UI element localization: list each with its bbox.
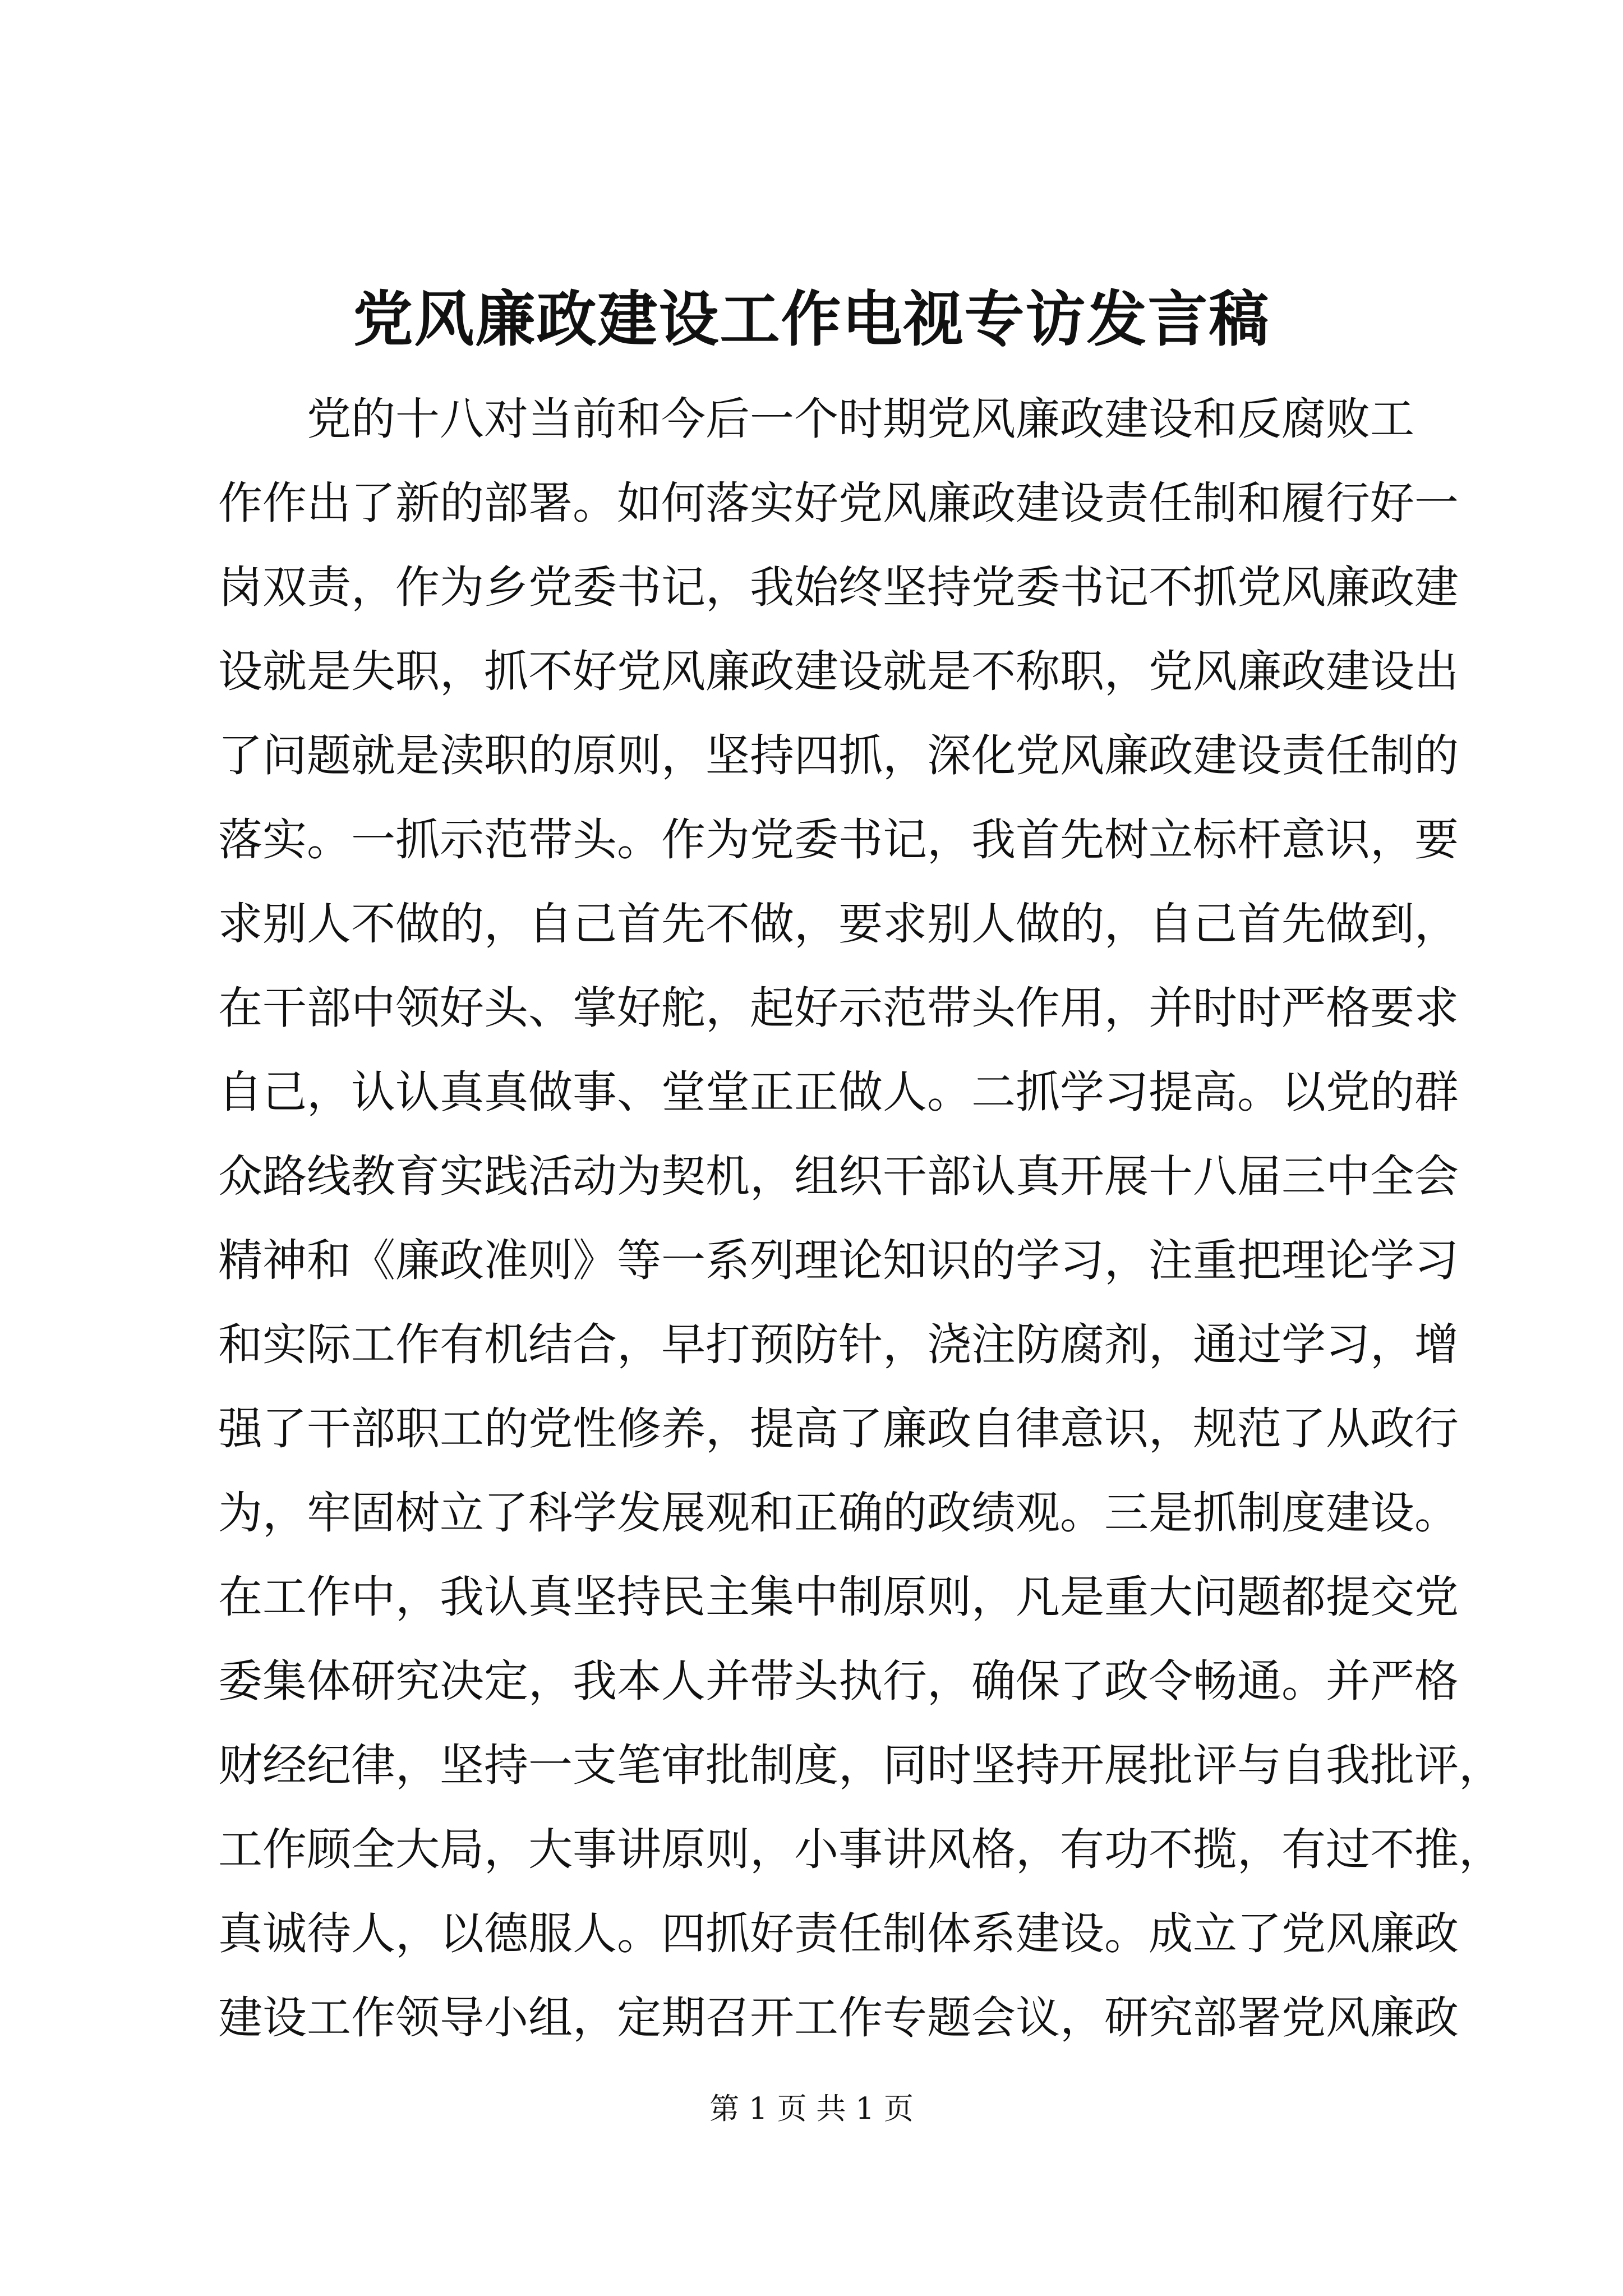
- body-line: 在干部中领好头、掌好舵，起好示范带头作用，并时时严格要求: [218, 982, 1459, 1034]
- body-line: 在工作中，我认真坚持民主集中制原则，凡是重大问题都提交党: [218, 1571, 1459, 1623]
- body-line: 众路线教育实践活动为契机，组织干部认真开展十八届三中全会: [218, 1151, 1459, 1202]
- body-line: 委集体研究决定，我本人并带头执行，确保了政令畅通。并严格: [218, 1655, 1459, 1707]
- body-line: 了问题就是渎职的原则，坚持四抓，深化党风廉政建设责任制的: [218, 730, 1459, 781]
- body-line: 求别人不做的，自己首先不做，要求别人做的，自己首先做到，: [218, 898, 1459, 950]
- document-body: [218, 377, 1503, 2060]
- body-line: 工作顾全大局，大事讲原则，小事讲风格，有功不揽，有过不推，: [218, 1824, 1503, 1875]
- body-line: 建设工作领导小组，定期召开工作专题会议，研究部署党风廉政: [218, 1992, 1459, 2044]
- body-line: 和实际工作有机结合，早打预防针，浇注防腐剂，通过学习，增: [218, 1319, 1459, 1370]
- document-title: 党风廉政建设工作电视专访发言稿: [353, 284, 1270, 355]
- body-line: 党的十八对当前和今后一个时期党风廉政建设和反腐败工: [307, 393, 1414, 445]
- body-line: 自己，认认真真做事、堂堂正正做人。二抓学习提高。以党的群: [218, 1066, 1459, 1118]
- body-line: 设就是失职，抓不好党风廉政建设就是不称职，党风廉政建设出: [218, 646, 1459, 697]
- body-line: 落实。一抓示范带头。作为党委书记，我首先树立标杆意识，要: [218, 814, 1459, 866]
- page-footer: 第 1 页 共 1 页: [709, 2092, 914, 2126]
- body-line: 财经纪律，坚持一支笔审批制度，同时坚持开展批评与自我批评，: [218, 1740, 1503, 1791]
- body-line: 精神和《廉政准则》等一系列理论知识的学习，注重把理论学习: [218, 1235, 1459, 1286]
- body-line: 作作出了新的部署。如何落实好党风廉政建设责任制和履行好一: [218, 477, 1459, 529]
- body-line: 为，牢固树立了科学发展观和正确的政绩观。三是抓制度建设。: [218, 1487, 1459, 1539]
- body-line: 岗双责，作为乡党委书记，我始终坚持党委书记不抓党风廉政建: [218, 562, 1459, 613]
- body-line: 真诚待人，以德服人。四抓好责任制体系建设。成立了党风廉政: [218, 1908, 1459, 1959]
- body-line: 强了干部职工的党性修养，提高了廉政自律意识，规范了从政行: [218, 1403, 1459, 1455]
